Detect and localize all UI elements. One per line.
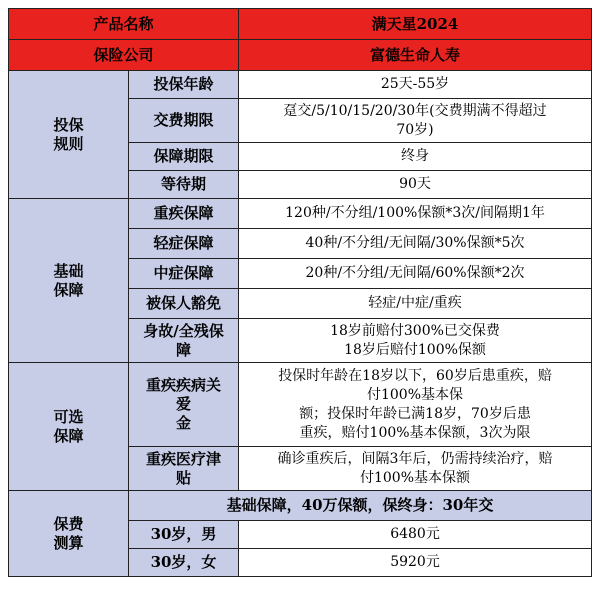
value-line: 18岁前赔付300%已交保费 [330, 322, 500, 339]
section-title-basic [9, 199, 129, 363]
row-label [129, 363, 239, 447]
row-value [239, 363, 592, 447]
section-title-premium [9, 491, 129, 577]
row-label: 中症保障 [129, 259, 239, 289]
row-label [129, 319, 239, 363]
table-row [9, 491, 592, 521]
insurer-value: 富德生命人寿 [239, 40, 592, 71]
section-title-line: 基础 [53, 261, 84, 280]
row-label: 交费期限 [129, 99, 239, 143]
row-value: 120种/不分组/100%保额*3次/间隔期1年 [239, 199, 592, 229]
row-value [239, 99, 592, 143]
label-line: 障 [176, 340, 192, 359]
row-value: 90天 [239, 171, 592, 199]
value-line: 付100%基本保额 [359, 469, 471, 486]
insurance-product-table [8, 8, 592, 577]
section-title-line: 可选 [53, 407, 84, 426]
row-value: 20种/不分组/无间隔/60%保额*2次 [239, 259, 592, 289]
row-value: 轻症/中症/重疾 [239, 289, 592, 319]
row-label: 30岁，男 [129, 521, 239, 549]
row-label: 30岁，女 [129, 549, 239, 577]
section-title-optional [9, 363, 129, 491]
value-line: 确诊重疾后，间隔3年后，仍需持续治疗，赔 [277, 450, 553, 467]
row-label: 等待期 [129, 171, 239, 199]
row-value [239, 319, 592, 363]
row-value: 5920元 [239, 549, 592, 577]
header-row-product [9, 9, 592, 40]
row-label: 保障期限 [129, 143, 239, 171]
table-row [9, 199, 592, 229]
row-label: 投保年龄 [129, 71, 239, 99]
table-row [9, 363, 592, 447]
label-line: 金 [176, 414, 192, 432]
row-label: 重疾保障 [129, 199, 239, 229]
value-line: 付100%基本保 [366, 386, 464, 403]
section-title-line: 规则 [53, 134, 84, 153]
section-title-line: 测算 [53, 533, 84, 552]
row-value [239, 447, 592, 491]
premium-calc-header: 基础保障，40万保额，保终身：30年交 [129, 491, 592, 521]
header-row-insurer [9, 40, 592, 71]
label-line: 重疾医疗津 [146, 449, 222, 468]
section-title-rules [9, 71, 129, 199]
section-title-line: 保障 [53, 280, 84, 299]
section-title-line: 保费 [53, 514, 84, 533]
row-value: 40种/不分组/无间隔/30%保额*5次 [239, 229, 592, 259]
value-line: 投保时年龄在18岁以下，60岁后患重疾，赔 [278, 367, 552, 384]
value-line: 18岁后赔付100%保额 [344, 341, 486, 358]
value-line: 70岁) [396, 121, 434, 138]
insurer-label: 保险公司 [9, 40, 239, 71]
value-line: 重疾，赔付100%基本保额，3次为限 [299, 424, 531, 441]
section-title-line: 投保 [53, 115, 84, 134]
label-line: 爱 [176, 395, 192, 413]
row-label: 轻症保障 [129, 229, 239, 259]
product-name-label: 产品名称 [9, 9, 239, 40]
row-value: 6480元 [239, 521, 592, 549]
section-title-line: 保障 [53, 426, 84, 445]
product-name-value: 满天星2024 [239, 9, 592, 40]
row-label [129, 447, 239, 491]
label-line: 重疾疾病关 [146, 376, 222, 394]
label-line: 身故/全残保 [143, 321, 224, 340]
value-line: 额；投保时年龄已满18岁，70岁后患 [299, 405, 531, 422]
row-value: 25天-55岁 [239, 71, 592, 99]
table-row [9, 71, 592, 99]
label-line: 贴 [176, 468, 192, 487]
row-label: 被保人豁免 [129, 289, 239, 319]
row-value: 终身 [239, 143, 592, 171]
value-line: 趸交/5/10/15/20/30年(交费期满不得超过 [283, 102, 547, 119]
